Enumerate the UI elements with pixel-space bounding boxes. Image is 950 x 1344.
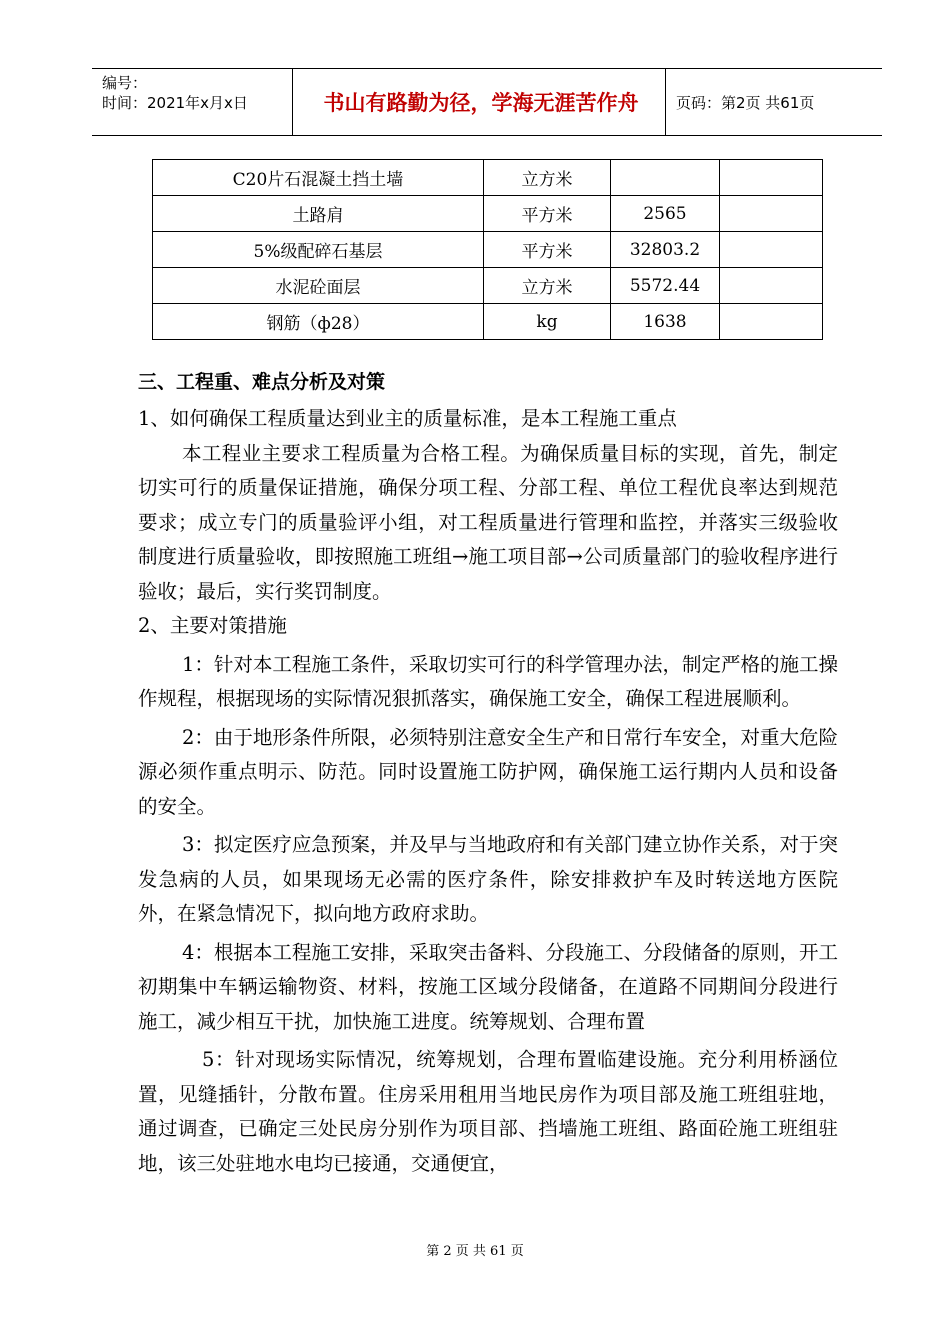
measure-paragraph: 5：针对现场实际情况，统筹规划，合理布置临建设施。充分利用桥涵位置，见缝插针，分散布置。住房采用租用当地民房作为项目部及施工班组驻地，通过调查，已确定三处民房分别作为项目部、挡墙施工班组、路面砼施工班组驻地，该三处驻地水电均已接通，交通便宜， <box>138 1048 838 1175</box>
table-cell: 2565 <box>611 196 720 232</box>
table-row <box>153 304 823 340</box>
table-cell: 平方米 <box>484 196 611 232</box>
table-cell: 平方米 <box>484 232 611 268</box>
quantity-table <box>152 159 823 340</box>
header-divider-left <box>292 68 293 136</box>
table-cell: 1638 <box>611 304 720 340</box>
table-cell <box>720 304 823 340</box>
page-header <box>92 68 882 136</box>
table-cell: 5%级配碎石基层 <box>153 232 484 268</box>
header-meta <box>102 73 248 113</box>
section-title: 三、工程重、难点分析及对策 <box>138 371 386 393</box>
table-cell <box>720 160 823 196</box>
table-row <box>153 160 823 196</box>
table-cell <box>720 232 823 268</box>
table-row <box>153 196 823 232</box>
table-cell <box>611 160 720 196</box>
table-cell: 5572.44 <box>611 268 720 304</box>
table-cell: 立方米 <box>484 160 611 196</box>
measure-paragraph: 1：针对本工程施工条件，采取切实可行的科学管理办法，制定严格的施工操作规程，根据现场的实际情况狠抓落实，确保施工安全，确保工程进展顺利。 <box>138 652 838 710</box>
table-cell <box>720 268 823 304</box>
table-cell: 水泥砼面层 <box>153 268 484 304</box>
table-cell <box>720 196 823 232</box>
table-cell: 钢筋（ф28） <box>153 304 484 340</box>
document-body <box>138 364 838 1181</box>
header-page-label: 页码：第2页 共61页 <box>676 93 815 112</box>
item-1-paragraph: 本工程业主要求工程质量为合格工程。为确保质量目标的实现，首先，制定切实可行的质量保证措施，确保分项工程、分部工程、单位工程优良率达到规范要求；成立专门的质量验评小组，对工程质量进行管理和监控，并落实三级验收制度进行质量验收，即按照施工班组→施工项目部→公司质量部门的验收程序进行验收；最后，实行奖罚制度。 <box>138 441 838 603</box>
table-cell: 32803.2 <box>611 232 720 268</box>
table-row <box>153 268 823 304</box>
item-2-title: 2、主要对策措施 <box>138 614 287 637</box>
page-footer: 第 2 页 共 61 页 <box>426 1244 524 1259</box>
measure-paragraph: 3：拟定医疗应急预案，并及早与当地政府和有关部门建立协作关系，对于突发急病的人员，如果现场无必需的医疗条件，除安排救护车及时转送地方医院外，在紧急情况下，拟向地方政府求助。 <box>138 833 838 925</box>
table-cell: C20片石混凝土挡土墙 <box>153 160 484 196</box>
measure-paragraph: 4：根据本工程施工安排，采取突击备料、分段施工、分段储备的原则，开工初期集中车辆运输物资、材料，按施工区域分段储备，在道路不同期间分段进行施工，减少相互干扰，加快施工进度。统筹规划、合理布置 <box>138 940 838 1033</box>
document-number-label: 编号： <box>102 74 148 92</box>
table-cell: 土路肩 <box>153 196 484 232</box>
item-1-title: 1、如何确保工程质量达到业主的质量标准，是本工程施工重点 <box>138 407 677 430</box>
table-cell: kg <box>484 304 611 340</box>
measure-paragraph: 2：由于地形条件所限，必须特别注意安全生产和日常行车安全，对重大危险源必须作重点明示、防范。同时设置施工防护网，确保施工运行期内人员和设备的安全。 <box>138 725 838 818</box>
table-row <box>153 232 823 268</box>
table-cell: 立方米 <box>484 268 611 304</box>
header-motto: 书山有路勤为径，学海无涯苦作舟 <box>323 91 639 115</box>
document-time-label: 时间：2021年x月x日 <box>102 94 248 112</box>
